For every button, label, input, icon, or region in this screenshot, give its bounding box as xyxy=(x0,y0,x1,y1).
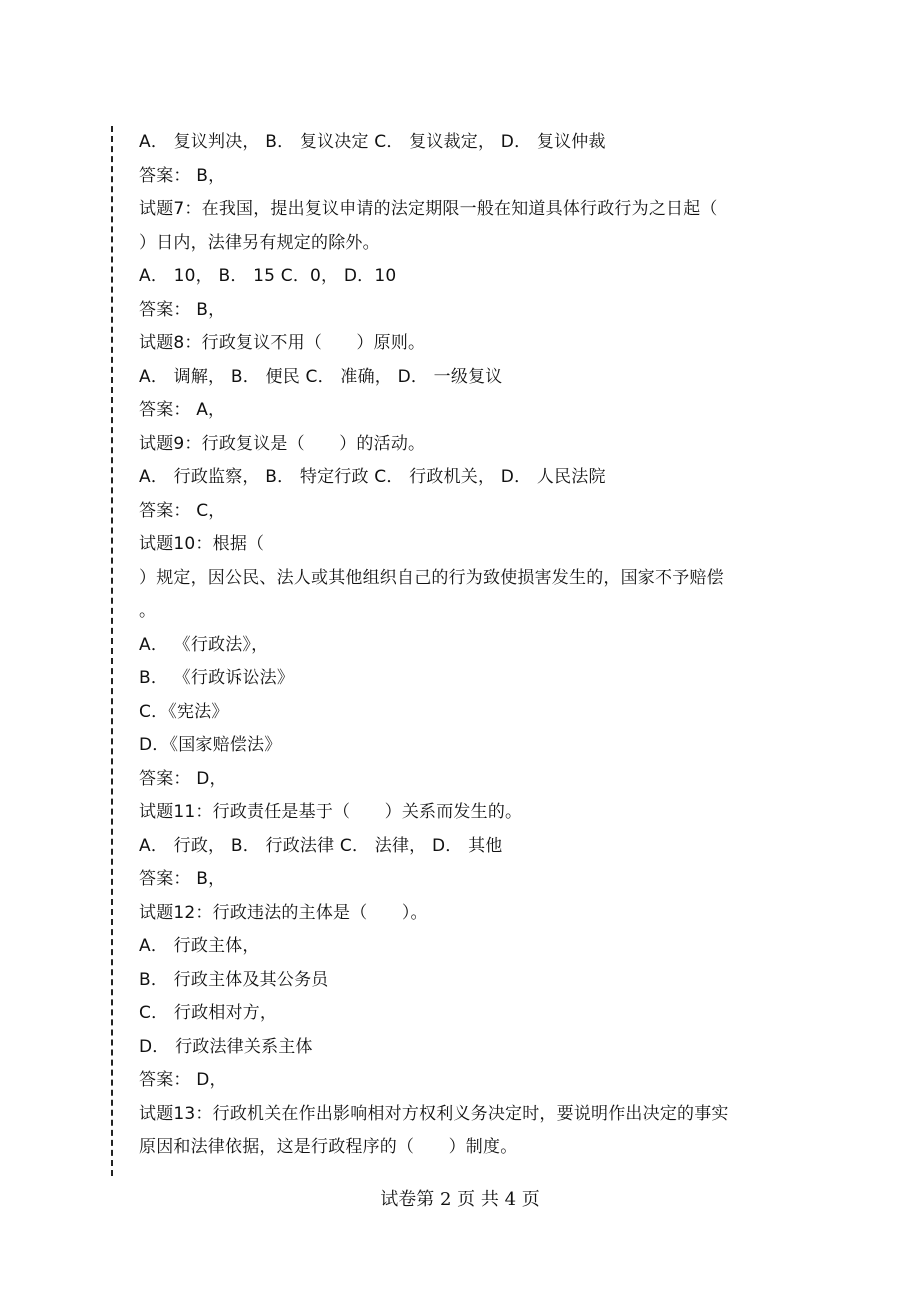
answer-q10: 答案： D， xyxy=(139,768,227,789)
option-c-q10: C．《宪法》 xyxy=(139,701,229,722)
question-13-cont: 原因和法律依据，这是行政程序的（ ）制度。 xyxy=(139,1137,518,1157)
option-c-q12: C． 行政相对方， xyxy=(139,1003,278,1023)
answer-q8: 答案： A， xyxy=(139,400,226,420)
question-13: 试题13：行政机关在作出影响相对方权利义务决定时，要说明作出决定的事实 xyxy=(139,1103,729,1124)
question-10-end: 。 xyxy=(139,601,157,621)
question-7-cont: ）日内，法律另有规定的除外。 xyxy=(139,232,380,253)
question-10-cont: ）规定，因公民、法人或其他组织自己的行为致使损害发生的，国家不予赔偿 xyxy=(139,567,724,588)
answer-q12: 答案： D， xyxy=(139,1070,227,1090)
option-b-q12: B． 行政主体及其公务员 xyxy=(139,969,329,990)
option-a-q10: A． 《行政法》， xyxy=(139,634,269,655)
question-7: 试题7：在我国，提出复议申请的法定期限一般在知道具体行政行为之日起（ xyxy=(139,199,718,219)
option-line-q9: A． 行政监察， B． 特定行政 C． 行政机关， D． 人民法院 xyxy=(139,467,606,487)
question-9: 试题9：行政复议是（ ）的活动。 xyxy=(139,433,426,454)
option-b-q10: B． 《行政诉讼法》 xyxy=(139,668,295,688)
exam-content xyxy=(139,126,789,1165)
answer-q6: 答案： B， xyxy=(139,165,226,186)
answer-q7: 答案： B， xyxy=(139,299,226,320)
option-line-q11: A． 行政， B． 行政法律 C． 法律， D． 其他 xyxy=(139,835,503,856)
question-8: 试题8：行政复议不用（ ）原则。 xyxy=(139,333,426,353)
option-d-q10: D．《国家赔偿法》 xyxy=(139,735,282,755)
option-a-q12: A． 行政主体， xyxy=(139,936,260,956)
question-12: 试题12：行政违法的主体是（ ）。 xyxy=(139,902,428,923)
option-d-q12: D． 行政法律关系主体 xyxy=(139,1036,313,1057)
option-line-q7: A． 10， B． 15 C．0， D．10 xyxy=(139,266,397,286)
answer-q9: 答案： C， xyxy=(139,500,226,521)
page-footer: 试卷第 2 页 共 4 页 xyxy=(380,1189,540,1210)
binding-dashed-line xyxy=(111,126,113,1176)
answer-q11: 答案： B， xyxy=(139,869,226,889)
question-10: 试题10：根据（ xyxy=(139,534,265,554)
option-line-q6: A． 复议判决， B． 复议决定 C． 复议裁定， D． 复议仲裁 xyxy=(139,132,606,152)
option-line-q8: A． 调解， B． 便民 C． 准确， D． 一级复议 xyxy=(139,366,503,387)
question-11: 试题11：行政责任是基于（ ）关系而发生的。 xyxy=(139,802,523,822)
